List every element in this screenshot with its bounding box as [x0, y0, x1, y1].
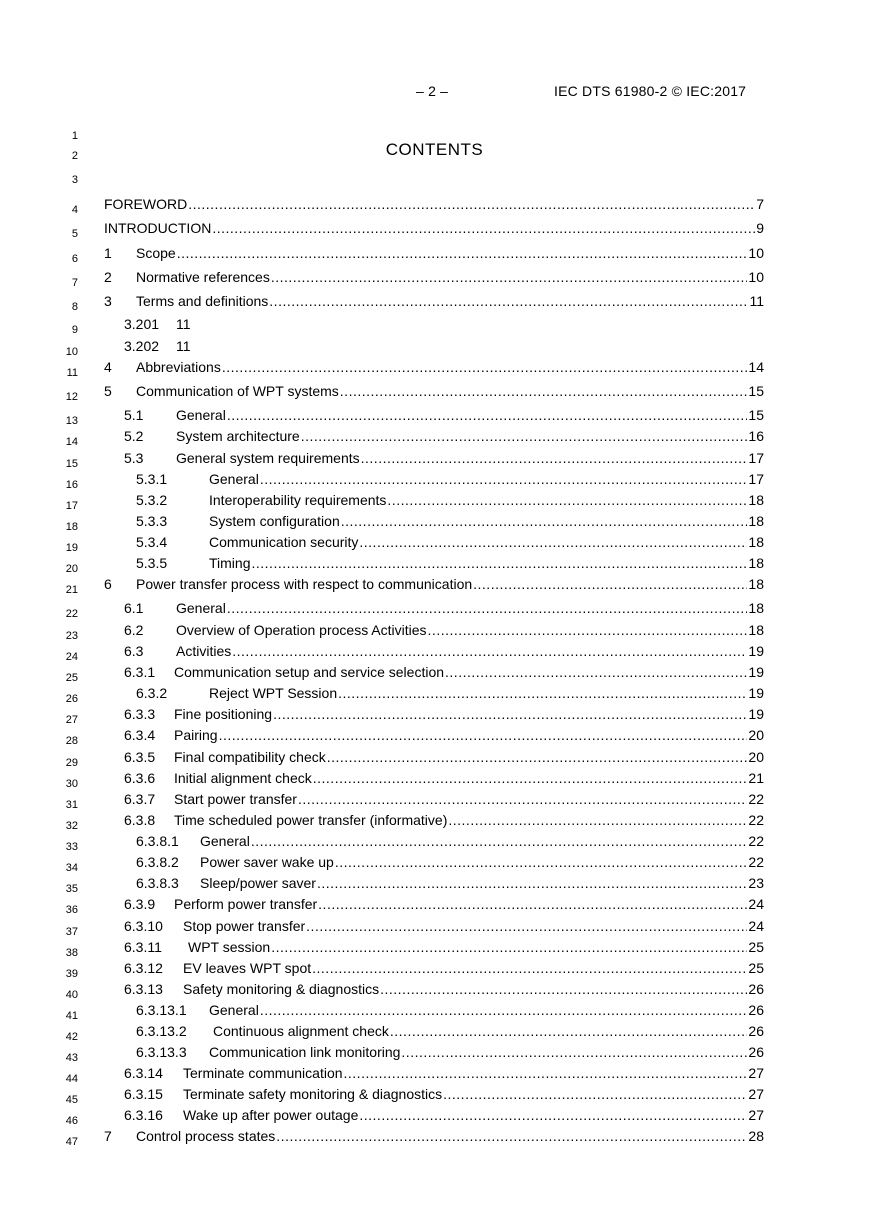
toc-leader-dots — [387, 490, 747, 510]
contents-heading: CONTENTS — [385, 140, 484, 159]
toc-entry-number: 6 — [104, 576, 112, 592]
toc-page-number: 9 — [756, 220, 764, 236]
toc-entry-number: 3 — [104, 293, 112, 309]
toc-entry[interactable] — [104, 194, 764, 214]
toc-entry-number: 6.3.7 — [124, 791, 156, 807]
toc-entry[interactable] — [104, 725, 764, 745]
line-number: 39 — [65, 968, 78, 980]
toc-page-number: 17 — [748, 450, 764, 466]
toc-entry[interactable] — [104, 574, 764, 594]
toc-entry[interactable] — [104, 357, 764, 377]
toc-page-number: 10 — [748, 269, 764, 285]
toc-entry-number: 6.3.3 — [124, 706, 156, 722]
toc-leader-dots — [251, 831, 748, 851]
toc-page-number: 18 — [748, 576, 764, 592]
line-number: 2 — [71, 150, 78, 162]
line-number: 10 — [65, 346, 78, 358]
toc-page-number: 25 — [748, 939, 764, 955]
toc-leader-dots — [212, 218, 755, 238]
toc-entry-number: 5.3 — [124, 450, 144, 466]
toc-entry-title: Scope — [136, 245, 176, 261]
toc-entry-title: 11 — [176, 338, 191, 354]
toc-leader-dots — [401, 1042, 747, 1062]
line-number: 31 — [65, 799, 78, 811]
toc-page-number: 18 — [748, 513, 764, 529]
toc-entry[interactable] — [104, 381, 764, 401]
toc-entry-number: 6.3.13.3 — [136, 1044, 187, 1060]
line-number: 17 — [65, 500, 78, 512]
line-number: 9 — [71, 324, 78, 336]
toc-entry-number: 6.3.6 — [124, 770, 156, 786]
toc-leader-dots — [344, 1063, 748, 1083]
toc-entry-title: Communication setup and service selection — [174, 664, 445, 680]
toc-entry-title: Terms and definitions — [136, 293, 269, 309]
toc-page-number: 21 — [748, 770, 764, 786]
toc-leader-dots — [338, 683, 747, 703]
line-number: 25 — [65, 672, 78, 684]
toc-page-number: 11 — [749, 293, 764, 309]
toc-leader-dots — [312, 958, 747, 978]
line-number: 45 — [65, 1094, 78, 1106]
toc-entry[interactable] — [104, 683, 764, 703]
toc-entry-number: 6.3.13 — [124, 981, 163, 997]
toc-entry-number: 5.3.2 — [136, 492, 168, 508]
toc-entry-number: 6.3.10 — [124, 918, 163, 934]
toc-entry-title: Reject WPT Session — [209, 685, 338, 701]
toc-entry[interactable] — [104, 1084, 764, 1104]
toc-entry-title: WPT session — [188, 939, 271, 955]
toc-entry-number: 7 — [104, 1128, 112, 1144]
toc-page-number: 16 — [748, 428, 764, 444]
line-number: 37 — [65, 926, 78, 938]
toc-page-number: 18 — [748, 600, 764, 616]
toc-entry-number: 6.3.15 — [124, 1086, 163, 1102]
line-number: 5 — [71, 228, 78, 240]
toc-entry-number: 6.3.14 — [124, 1065, 163, 1081]
toc-entry-title: Normative references — [136, 269, 270, 285]
line-number: 46 — [65, 1115, 78, 1127]
toc-leader-dots — [428, 620, 748, 640]
toc-entry-title: Control process states — [136, 1128, 276, 1144]
line-number: 24 — [65, 651, 78, 663]
toc-entry-number: 4 — [104, 359, 112, 375]
toc-entry-title: General — [176, 407, 226, 423]
line-number: 41 — [65, 1010, 78, 1022]
line-number: 14 — [65, 436, 78, 448]
toc-page-number: 18 — [748, 492, 764, 508]
toc-entry[interactable] — [104, 1126, 764, 1146]
toc-leader-dots — [341, 511, 748, 531]
toc-entry-title: Abbreviations — [136, 359, 221, 375]
toc-entry[interactable] — [104, 662, 764, 682]
toc-entry[interactable] — [104, 1021, 764, 1041]
toc-entry[interactable] — [104, 553, 764, 573]
line-number: 26 — [65, 693, 78, 705]
toc-page-number: 15 — [748, 407, 764, 423]
toc-entry[interactable] — [104, 426, 764, 446]
toc-entry-title: EV leaves WPT spot — [183, 960, 312, 976]
toc-leader-dots — [273, 704, 747, 724]
toc-page-number: 28 — [748, 1128, 764, 1144]
toc-page-number: 22 — [748, 812, 764, 828]
toc-leader-dots — [232, 641, 747, 661]
line-number: 13 — [65, 415, 78, 427]
page-number: – 2 – — [416, 83, 449, 99]
toc-page-number: 26 — [748, 1002, 764, 1018]
toc-entry-number: 5.3.5 — [136, 555, 168, 571]
toc-entry[interactable] — [104, 336, 764, 356]
toc-leader-dots — [219, 725, 748, 745]
toc-entry[interactable] — [104, 768, 764, 788]
toc-leader-dots — [252, 553, 748, 573]
toc-page-number: 27 — [748, 1065, 764, 1081]
toc-entry-number: 6.3.13.2 — [136, 1023, 187, 1039]
line-number: 34 — [65, 862, 78, 874]
toc-entry-title: Interoperability requirements — [209, 492, 387, 508]
document-identifier: IEC DTS 61980-2 © IEC:2017 — [554, 83, 747, 99]
toc-entry[interactable] — [104, 448, 764, 468]
toc-entry-title: Sleep/power saver — [200, 875, 316, 891]
toc-entry-title: Communication of WPT systems — [136, 383, 339, 399]
toc-entry-number: 6.3.9 — [124, 896, 156, 912]
toc-page-number: 24 — [748, 918, 764, 934]
toc-leader-dots — [271, 937, 747, 957]
toc-entry[interactable] — [104, 873, 764, 893]
line-number: 6 — [71, 253, 78, 265]
toc-page-number: 18 — [748, 622, 764, 638]
toc-entry-title: Communication security — [209, 534, 359, 550]
toc-page-number: 7 — [756, 196, 764, 212]
toc-entry[interactable] — [104, 1042, 764, 1062]
toc-entry[interactable] — [104, 620, 764, 640]
toc-entry[interactable] — [104, 747, 764, 767]
toc-entry-number: 5.3.1 — [136, 471, 168, 487]
toc-entry-number: 6.3 — [124, 643, 144, 659]
toc-entry-number: 6.3.13.1 — [136, 1002, 187, 1018]
toc-leader-dots — [276, 1126, 747, 1146]
toc-entry[interactable] — [104, 1063, 764, 1083]
toc-entry-number: 6.3.8.2 — [136, 854, 179, 870]
toc-entry-title: Wake up after power outage — [183, 1107, 359, 1123]
line-number: 22 — [65, 608, 78, 620]
toc-entry-number: 6.3.8 — [124, 812, 156, 828]
toc-leader-dots — [301, 426, 748, 446]
toc-entry-number: 5.3.3 — [136, 513, 168, 529]
toc-leader-dots — [448, 810, 747, 830]
toc-leader-dots — [306, 916, 747, 936]
toc-leader-dots — [298, 789, 747, 809]
toc-leader-dots — [390, 1021, 748, 1041]
toc-entry-title: Continuous alignment check — [213, 1023, 389, 1039]
toc-entry[interactable] — [104, 267, 764, 287]
line-number: 1 — [71, 130, 78, 142]
line-number: 8 — [71, 301, 78, 313]
toc-entry-number: 2 — [104, 269, 112, 285]
toc-page-number: 19 — [748, 664, 764, 680]
toc-entry-number: 6.3.1 — [124, 664, 156, 680]
toc-entry-number: 6.3.8.1 — [136, 833, 179, 849]
toc-entry-title: Activities — [176, 643, 232, 659]
toc-entry-title: Fine positioning — [174, 706, 273, 722]
toc-entry[interactable] — [104, 852, 764, 872]
toc-leader-dots — [340, 381, 748, 401]
toc-entry-title: General system requirements — [176, 450, 360, 466]
toc-entry[interactable] — [104, 916, 764, 936]
toc-entry-title: Power saver wake up — [200, 854, 334, 870]
line-number: 23 — [65, 630, 78, 642]
toc-entry-number: 3.201 — [124, 316, 160, 332]
toc-entry-title: Terminate communication — [183, 1065, 343, 1081]
toc-entry[interactable] — [104, 958, 764, 978]
line-number: 16 — [65, 479, 78, 491]
toc-leader-dots — [361, 448, 748, 468]
line-number: 36 — [65, 904, 78, 916]
toc-page-number: 22 — [748, 833, 764, 849]
toc-entry[interactable] — [104, 314, 764, 334]
toc-entry-title: Pairing — [174, 727, 218, 743]
toc-leader-dots — [359, 1105, 747, 1125]
toc-leader-dots — [327, 747, 748, 767]
toc-entry-title: INTRODUCTION — [104, 220, 212, 236]
toc-page-number: 24 — [748, 896, 764, 912]
toc-entry-number: 6.3.11 — [124, 939, 162, 955]
toc-leader-dots — [445, 662, 747, 682]
toc-page-number: 23 — [748, 875, 764, 891]
toc-entry[interactable] — [104, 810, 764, 830]
toc-entry[interactable] — [104, 243, 764, 263]
toc-leader-dots — [260, 1000, 748, 1020]
toc-leader-dots — [222, 357, 748, 377]
line-number: 21 — [65, 584, 78, 596]
toc-entry-title: Perform power transfer — [174, 896, 318, 912]
toc-entry-number: 6.2 — [124, 622, 144, 638]
line-number: 4 — [71, 204, 78, 216]
toc-entry-title: Safety monitoring & diagnostics — [183, 981, 380, 997]
toc-page-number: 26 — [748, 981, 764, 997]
line-number: 28 — [65, 735, 78, 747]
toc-page-number: 26 — [748, 1044, 764, 1060]
toc-leader-dots — [359, 532, 747, 552]
toc-page-number: 25 — [748, 960, 764, 976]
toc-entry-number: 5.2 — [124, 428, 144, 444]
toc-entry-number: 1 — [104, 245, 112, 261]
toc-leader-dots — [318, 894, 747, 914]
toc-entry[interactable] — [104, 831, 764, 851]
toc-entry[interactable] — [104, 641, 764, 661]
toc-entry[interactable] — [104, 511, 764, 531]
toc-entry-number: 6.3.4 — [124, 727, 156, 743]
toc-entry-title: Start power transfer — [174, 791, 297, 807]
toc-entry-title: System configuration — [209, 513, 340, 529]
toc-entry-title: Timing — [209, 555, 251, 571]
toc-entry-number: 6.1 — [124, 600, 144, 616]
toc-leader-dots — [271, 267, 748, 287]
toc-page-number: 14 — [748, 359, 764, 375]
toc-page-number: 18 — [748, 555, 764, 571]
toc-entry-title: Communication link monitoring — [209, 1044, 401, 1060]
toc-entry-title: General — [209, 471, 259, 487]
toc-page-number: 20 — [748, 749, 764, 765]
toc-entry-number: 6.3.5 — [124, 749, 156, 765]
toc-entry-title: Stop power transfer — [183, 918, 306, 934]
toc-entry[interactable] — [104, 490, 764, 510]
toc-page-number: 22 — [748, 791, 764, 807]
toc-entry[interactable] — [104, 532, 764, 552]
toc-entry-title: General — [200, 833, 250, 849]
toc-leader-dots — [260, 469, 748, 489]
toc-page-number: 19 — [748, 685, 764, 701]
line-number: 30 — [65, 778, 78, 790]
line-number: 7 — [71, 277, 78, 289]
toc-leader-dots — [380, 979, 747, 999]
toc-entry-number: 5.1 — [124, 407, 144, 423]
toc-page-number: 19 — [748, 643, 764, 659]
toc-page-number: 15 — [748, 383, 764, 399]
toc-entry-title: Terminate safety monitoring & diagnostics — [183, 1086, 443, 1102]
toc-page-number: 20 — [748, 727, 764, 743]
line-number: 32 — [65, 820, 78, 832]
line-number: 19 — [65, 542, 78, 554]
toc-page-number: 19 — [748, 706, 764, 722]
line-number: 47 — [65, 1136, 78, 1148]
toc-leader-dots — [227, 405, 748, 425]
toc-entry-title: Power transfer process with respect to communication — [136, 576, 473, 592]
toc-leader-dots — [188, 194, 755, 214]
toc-entry-number: 5 — [104, 383, 112, 399]
line-number: 35 — [65, 883, 78, 895]
toc-leader-dots — [313, 768, 748, 788]
toc-leader-dots — [335, 852, 748, 872]
toc-entry[interactable] — [104, 937, 764, 957]
toc-entry[interactable] — [104, 469, 764, 489]
toc-entry-title: Time scheduled power transfer (informative) — [174, 812, 448, 828]
toc-leader-dots — [269, 291, 748, 311]
toc-entry-number: 6.3.8.3 — [136, 875, 179, 891]
toc-entry[interactable] — [104, 1000, 764, 1020]
toc-entry-number: 6.3.16 — [124, 1107, 163, 1123]
toc-entry[interactable] — [104, 218, 764, 238]
toc-leader-dots — [317, 873, 747, 893]
toc-entry[interactable] — [104, 789, 764, 809]
toc-leader-dots — [227, 598, 748, 618]
toc-leader-dots — [177, 243, 748, 263]
line-number: 11 — [66, 367, 78, 379]
line-number: 18 — [65, 521, 78, 533]
toc-page-number: 17 — [748, 471, 764, 487]
toc-entry-number: 6.3.2 — [136, 685, 168, 701]
toc-entry-title: Final compatibility check — [174, 749, 326, 765]
toc-page-number: 26 — [748, 1023, 764, 1039]
line-number: 44 — [65, 1073, 78, 1085]
toc-entry-title: FOREWORD — [104, 196, 188, 212]
line-number: 38 — [65, 947, 78, 959]
line-number: 3 — [71, 174, 78, 186]
toc-entry-title: General — [176, 600, 226, 616]
toc-entry-title: System architecture — [176, 428, 300, 444]
toc-entry-title: Overview of Operation process Activities — [176, 622, 427, 638]
line-number: 33 — [65, 841, 78, 853]
line-number: 20 — [65, 563, 78, 575]
toc-page-number: 10 — [748, 245, 764, 261]
toc-leader-dots — [473, 574, 747, 594]
toc-entry-title: Initial alignment check — [174, 770, 312, 786]
toc-entry[interactable] — [104, 598, 764, 618]
toc-page-number: 18 — [748, 534, 764, 550]
line-number: 12 — [65, 391, 78, 403]
toc-entry[interactable] — [104, 894, 764, 914]
toc-entry-number: 3.202 — [124, 338, 160, 354]
toc-entry[interactable] — [104, 704, 764, 724]
toc-entry-title: General — [209, 1002, 259, 1018]
toc-entry[interactable] — [104, 291, 764, 311]
line-number: 42 — [65, 1031, 78, 1043]
toc-entry[interactable] — [104, 405, 764, 425]
toc-entry-title: 11 — [176, 316, 191, 332]
line-number: 29 — [65, 757, 78, 769]
toc-page-number: 22 — [748, 854, 764, 870]
toc-entry-number: 6.3.12 — [124, 960, 163, 976]
toc-entry[interactable] — [104, 1105, 764, 1125]
line-number: 43 — [65, 1052, 78, 1064]
toc-entry-number: 5.3.4 — [136, 534, 168, 550]
line-number: 40 — [65, 989, 78, 1001]
line-number: 15 — [65, 458, 78, 470]
toc-page-number: 27 — [748, 1086, 764, 1102]
toc-page-number: 27 — [748, 1107, 764, 1123]
toc-entry[interactable] — [104, 979, 764, 999]
line-number: 27 — [65, 714, 78, 726]
toc-leader-dots — [443, 1084, 747, 1104]
